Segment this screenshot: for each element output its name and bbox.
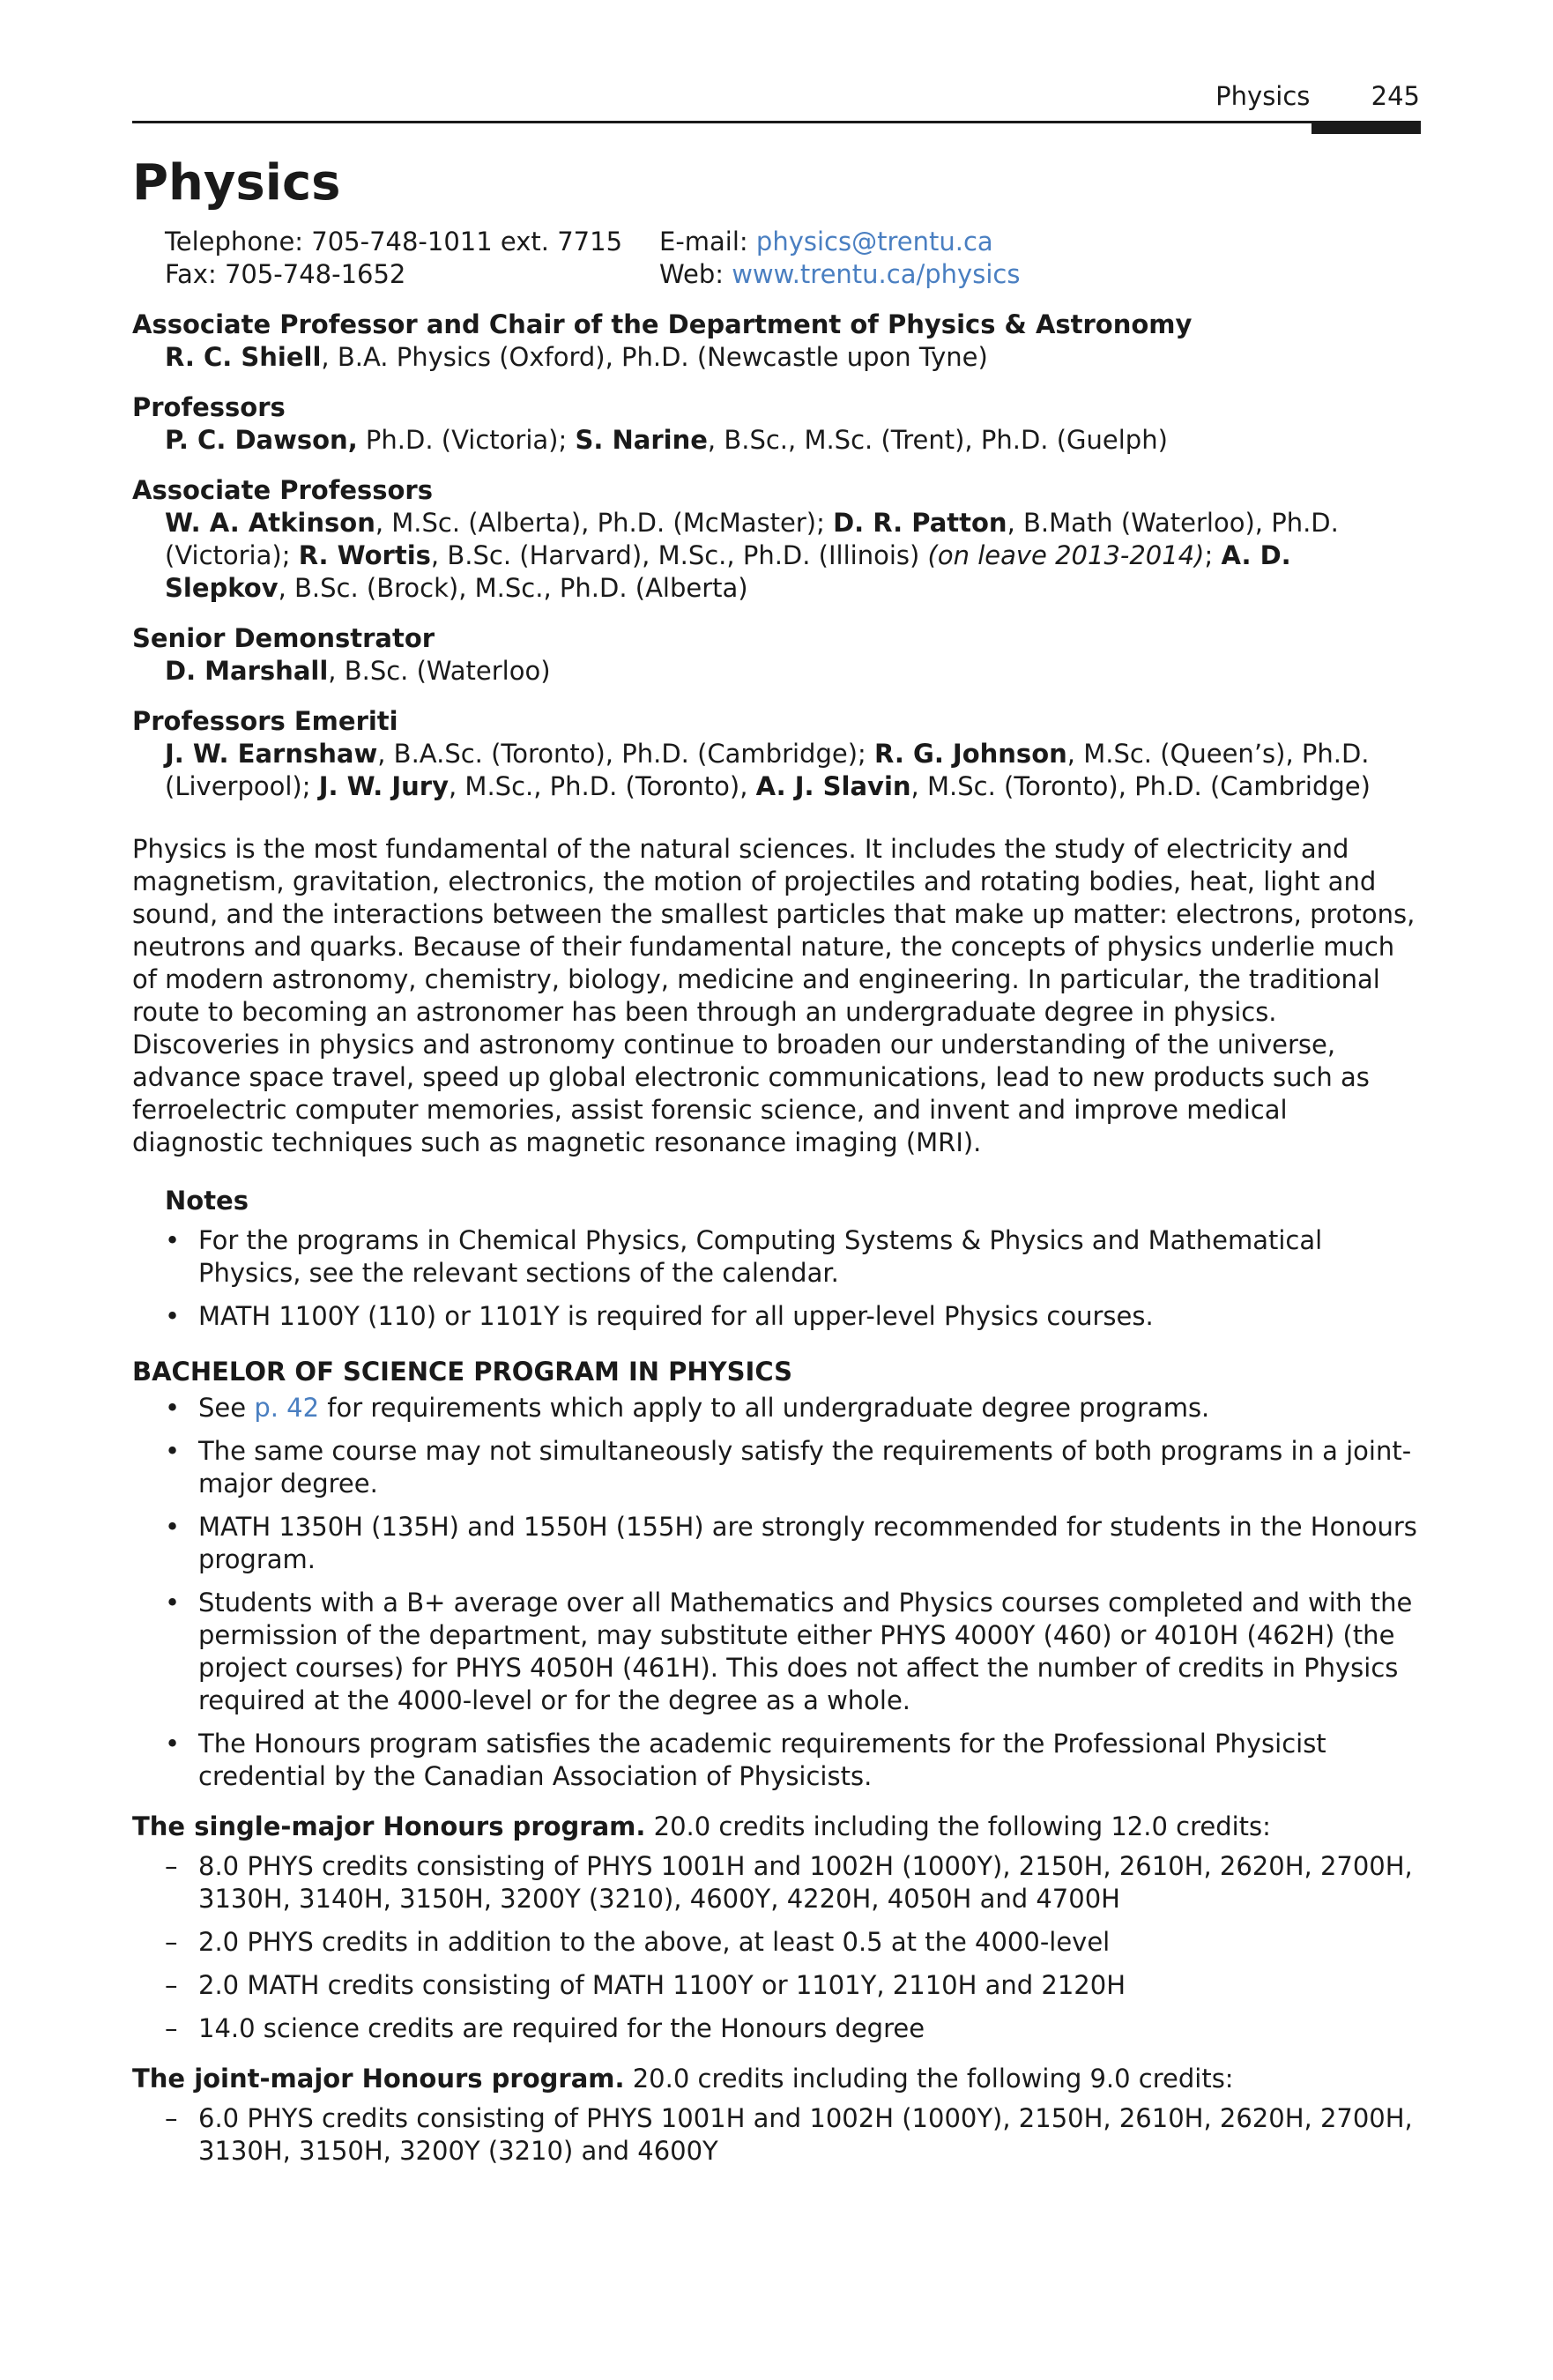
page-title: Physics [132, 154, 341, 212]
faculty-credentials: ; [1204, 540, 1222, 570]
faculty-emeriti [132, 705, 1421, 803]
section-heading: BACHELOR OF SCIENCE PROGRAM IN PHYSICS [132, 1357, 793, 1387]
faculty-name: D. R. Patton [833, 508, 1007, 538]
faculty-heading: Associate Professor and Chair of the Department of Physics & Astronomy [132, 309, 1193, 339]
program-summary: 20.0 credits including the following 12.0 credits: [645, 1811, 1271, 1841]
program-title: The single-major Honours program. [132, 1811, 646, 1841]
bsc-program-section [132, 1356, 1421, 1793]
faculty-name: J. W. Earnshaw [165, 739, 378, 769]
faculty-name: A. J. Slavin [755, 771, 911, 801]
contact-info [165, 226, 1421, 291]
faculty-credentials: , B.A. Physics (Oxford), Ph.D. (Newcastle upon Tyne) [321, 342, 988, 372]
single-major-program [132, 1811, 1421, 2045]
joint-major-program [132, 2063, 1421, 2168]
faculty-heading: Professors Emeriti [132, 706, 398, 736]
leave-note: (on leave 2013-2014) [927, 540, 1205, 570]
notes-list [165, 1224, 1421, 1333]
page-reference-link[interactable]: p. 42 [254, 1393, 320, 1423]
email-label: E-mail: [659, 227, 756, 257]
faculty-senior-demonstrator [132, 622, 1421, 688]
list-item-text: for requirements which apply to all undergraduate degree programs. [319, 1393, 1210, 1423]
list-item: • The Honours program satisfies the academic requirements for the Professional Physicist credential by the Canadian Association of Physicists. [132, 1728, 1421, 1793]
web-line [659, 258, 1421, 291]
faculty-name: J. W. Jury [318, 771, 449, 801]
list-item: – 2.0 PHYS credits in addition to the above, at least 0.5 at the 4000-level [132, 1926, 1421, 1959]
single-major-requirements [132, 1850, 1421, 2045]
list-item: – 14.0 science credits are required for the Honours degree [132, 2012, 1421, 2045]
running-header [1215, 81, 1420, 111]
faculty-name: A. D. Slepkov [165, 540, 1291, 603]
intro-paragraph: Physics is the most fundamental of the natural sciences. It includes the study of electricity and magnetism, gravitation, electronics, the motion of projectiles and rotating bodies, heat, light and sound, and the interactions between the smallest particles that make up matter: electrons, protons, neutrons and quarks. Because of their fundamental nature, the concepts of physics underlie much of modern astronomy, chemistry, biology, medicine and engineering. In particular, the traditional route to becoming an astronomer has been through an undergraduate degree in physics. Discoveries in physics and astronomy continue to broaden our understanding of the universe, advance space travel, speed up global electronic communications, lead to new products such as ferroelectric computer memories, assist forensic science, and invent and improve medical diagnostic techniques such as magnetic resonance imaging (MRI). [132, 834, 1416, 1157]
faculty-members [165, 424, 1421, 457]
page-number: 245 [1371, 81, 1420, 111]
list-item: • The same course may not simultaneously satisfy the requirements of both programs in a joint-major degree. [132, 1435, 1421, 1500]
faculty-name: P. C. Dawson, [165, 425, 358, 455]
list-item: – 2.0 MATH credits consisting of MATH 1100Y or 1101Y, 2110H and 2120H [132, 1969, 1421, 2002]
notes-heading: Notes [165, 1186, 249, 1216]
faculty-credentials: , B.Sc., M.Sc. (Trent), Ph.D. (Guelph) [707, 425, 1168, 455]
faculty-credentials: , B.A.Sc. (Toronto), Ph.D. (Cambridge); [377, 739, 875, 769]
list-item: • Students with a B+ average over all Mathematics and Physics courses completed and with the permission of the department, may substitute either PHYS 4000Y (460) or 4010H (462H) (the project courses) for PHYS 4050H (461H). This does not affect the number of credits in Physics required at the 4000-level or for the degree as a whole. [132, 1587, 1421, 1717]
joint-major-requirements [132, 2102, 1421, 2168]
notes-section [165, 1185, 1421, 1333]
faculty-credentials: , B.Sc. (Waterloo) [328, 656, 551, 686]
faculty-heading: Associate Professors [132, 475, 433, 505]
header-tab-block [1312, 123, 1421, 134]
header-rule [132, 121, 1421, 123]
list-item: • MATH 1100Y (110) or 1101Y is required for all upper-level Physics courses. [132, 1300, 1421, 1333]
list-item: • For the programs in Chemical Physics, Computing Systems & Physics and Mathematical Physics, see the relevant sections of the calendar. [132, 1224, 1421, 1290]
faculty-credentials: , M.Sc. (Queen’s), Ph.D. (Liverpool); [165, 739, 1370, 801]
faculty-credentials: , B.Sc. (Brock), M.Sc., Ph.D. (Alberta) [278, 573, 748, 603]
faculty-associate-professors [132, 474, 1421, 605]
faculty-chair [132, 309, 1421, 374]
faculty-members [165, 341, 1421, 374]
faculty-credentials: , B.Math (Waterloo), Ph.D. (Victoria); [165, 508, 1339, 570]
email-link[interactable]: physics@trentu.ca [755, 227, 993, 257]
faculty-members [165, 738, 1421, 803]
faculty-professors [132, 391, 1421, 457]
running-header-section: Physics [1215, 81, 1311, 111]
list-item: • MATH 1350H (135H) and 1550H (155H) are strongly recommended for students in the Honours program. [132, 1511, 1421, 1576]
list-item: – 8.0 PHYS credits consisting of PHYS 1001H and 1002H (1000Y), 2150H, 2610H, 2620H, 2700H, 3130H, 3140H, 3150H, 3200Y (3210), 4600Y, 4220H, 4050H and 4700H [132, 1850, 1421, 1915]
faculty-members [165, 655, 1421, 688]
fax: Fax: 705-748-1652 [165, 259, 406, 289]
program-title-line [132, 2063, 1421, 2095]
faculty-credentials: , M.Sc., Ph.D. (Toronto), [449, 771, 756, 801]
faculty-name: R. Wortis [298, 540, 431, 570]
faculty-name: R. G. Johnson [874, 739, 1067, 769]
faculty-credentials: Ph.D. (Victoria); [357, 425, 576, 455]
faculty-credentials: , M.Sc. (Alberta), Ph.D. (McMaster); [375, 508, 834, 538]
faculty-credentials: , B.Sc. (Harvard), M.Sc., Ph.D. (Illinois) [430, 540, 928, 570]
list-item [132, 1392, 1421, 1424]
list-item: – 6.0 PHYS credits consisting of PHYS 1001H and 1002H (1000Y), 2150H, 2610H, 2620H, 2700H, 3130H, 3150H, 3200Y (3210) and 4600Y [132, 2102, 1421, 2168]
program-summary: 20.0 credits including the following 9.0 credits: [624, 2064, 1234, 2094]
telephone: Telephone: 705-748-1011 ext. 7715 [165, 227, 623, 257]
faculty-members [165, 507, 1421, 605]
web-link[interactable]: www.trentu.ca/physics [732, 259, 1021, 289]
bsc-requirements-list [132, 1392, 1421, 1793]
faculty-name: S. Narine [575, 425, 708, 455]
web-label: Web: [659, 259, 732, 289]
program-title: The joint-major Honours program. [132, 2064, 625, 2094]
faculty-name: W. A. Atkinson [165, 508, 375, 538]
main-content [132, 155, 1421, 2178]
email-line [659, 226, 1421, 258]
faculty-name: D. Marshall [165, 656, 329, 686]
faculty-name: R. C. Shiell [165, 342, 322, 372]
faculty-heading: Senior Demonstrator [132, 623, 435, 653]
faculty-heading: Professors [132, 392, 286, 422]
program-title-line [132, 1811, 1421, 1843]
faculty-credentials: , M.Sc. (Toronto), Ph.D. (Cambridge) [910, 771, 1371, 801]
list-item-text: See [198, 1393, 255, 1423]
